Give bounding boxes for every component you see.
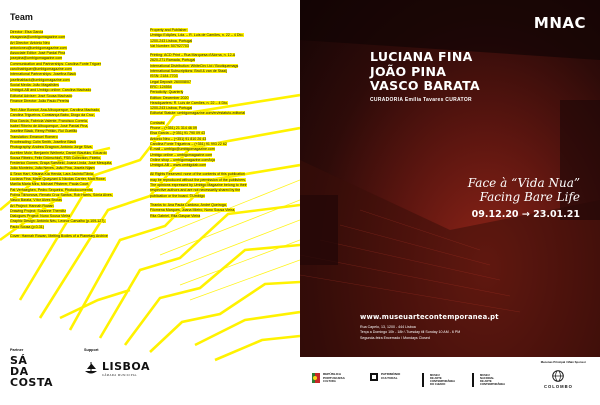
- highlighted-text: josepina@umbigomagazine.com: [10, 56, 63, 61]
- highlighted-text: Polina Tikhonova, Renato Cruz Santos, Rob Harris, Sónia Alves,: [10, 192, 113, 197]
- highlighted-text: Headquarters: R. Luís de Camões, n. 22 – 4 Dto.: [150, 100, 229, 105]
- curator-prefix: CURADORIA: [370, 97, 404, 103]
- sada-line-2: DA: [10, 365, 29, 378]
- highlighted-text: & Sean Hart, Kitsana Kia Henda, Lara Jacinto/Tãnia,: [10, 171, 94, 176]
- highlighted-text: 1200-243 Lisboa, Portugal: [150, 106, 193, 111]
- museu-line-4: DO CHIADO: [430, 383, 446, 387]
- publication-info-column: [150, 28, 288, 219]
- highlighted-text: Edition: December 2020: [150, 95, 189, 100]
- highlighted-text: may be reproduced without the permission of the publishers.: [150, 177, 247, 182]
- highlighted-text: International Subscriptions: Brull & van de Staaij: [150, 69, 227, 74]
- team-credits-column: [10, 30, 142, 239]
- highlighted-text: ISSN: 2184-7703: [150, 74, 178, 79]
- credit-line: [10, 234, 142, 239]
- title-english: Facing Bare Life: [479, 190, 580, 204]
- republica-line-1: REPÚBLICA: [323, 372, 342, 376]
- highlighted-text: Rita Gabriel, Rita Gaspar Vieira: [150, 213, 201, 218]
- credit-line: [150, 214, 288, 219]
- patrimonio-emblem-icon: [370, 373, 378, 381]
- museu-nacional-line-4: CONTEMPORÂNEA: [480, 383, 506, 387]
- highlighted-text: Text: Alice Bonnot, Ana Albuquerque, Carolina Machado,: [10, 108, 101, 113]
- museu-chiado-logo: [422, 373, 455, 387]
- republica-sub: CULTURA: [323, 380, 336, 384]
- highlighted-text: Dialogues Project: Nuno Sousa Vieira: [10, 214, 71, 219]
- highlighted-text: Social Media: João Magalhães: [10, 82, 59, 87]
- highlighted-text: Filomena Marques, Joana Mieiro, Nuno Sousa Vieira,: [150, 208, 236, 213]
- highlighted-text: João Monteiro, João Neves, João Pina, Josefa Nijam: [10, 166, 95, 171]
- exhibition-title: [468, 176, 580, 220]
- artist-names: [370, 50, 480, 94]
- lisboa-ship-icon: [84, 361, 98, 377]
- museu-nacional-line-2: NACIONAL: [480, 376, 495, 380]
- highlighted-text: Josefine Black, Rémy Pritikin, Rui Gueifão: [10, 129, 78, 134]
- highlighted-text: UmbigoLAB – www.umbigolab.com: [150, 163, 207, 168]
- closed-days-line: Segunda-feira Encerrado \ Mondays Closed: [360, 335, 430, 340]
- sa-da-costa-logo: [10, 355, 60, 388]
- highlighted-text: Communication and Partnerships: Carolina Fonte Triguer: [10, 61, 101, 66]
- highlighted-text: Associate Editor: José Pardal Pina: [10, 51, 66, 56]
- highlighted-text: Online shop – umbigomagazine.com/loja: [150, 157, 215, 162]
- highlighted-text: Graphic Design: António Néu, Leonor Carvalho (p.109-127),: [10, 219, 106, 224]
- patrimonio-line-2: CULTURAL: [381, 376, 398, 380]
- lisboa-logo: [84, 360, 150, 377]
- highlighted-text: Carolina Trigueiros, Constança Babo, Diogo da Cruz,: [10, 113, 95, 118]
- highlighted-text: Contacts:: [150, 120, 166, 125]
- highlighted-text: Paulo Sousa (p.0-31): [10, 224, 44, 229]
- highlighted-text: The opinions expressed by Umbigo Magazine belong to their: [150, 183, 247, 188]
- highlighted-text: International Partnerships: Josefina Black: [10, 72, 77, 77]
- highlighted-text: Elsa Garcia, Fabrícia Valente, Francisco Correia,: [10, 118, 88, 123]
- museu-line-2: DE ARTE: [430, 376, 442, 380]
- republica-emblem-icon: [312, 373, 320, 383]
- highlighted-text: Editorial Adviser: José Sousa Machado: [10, 93, 73, 98]
- cover-page: [300, 0, 600, 405]
- main-sponsor-label: Mecenas Principal \ Main Sponsor: [540, 360, 586, 364]
- highlighted-text: Finance Director: João Paulo Pereira: [10, 98, 69, 103]
- highlighted-text: Pat Verhaeghen, Pedro Sequeira, Photodocumenta,: [10, 187, 93, 192]
- highlighted-text: E-mail – umbigo@umbigomagazine.com: [150, 147, 215, 152]
- highlighted-text: Director: Elsa Garcia: [10, 30, 44, 34]
- highlighted-text: Sousa Ribeiro, Felix Grünschloß, FSB Collection, Fidelio,: [10, 155, 102, 160]
- highlighted-text: Isabel Ribeiro de Albuquerque, José Pardal Pina,: [10, 124, 89, 129]
- highlighted-text: Periodicity: Quarterly: [150, 90, 184, 95]
- curator-suffix: CURATOR: [445, 97, 472, 103]
- highlighted-text: Editorial Statute: umbigomagazine.com/en/estatuto-editorial: [150, 111, 246, 116]
- museu-nacional-bar-icon: [472, 373, 477, 387]
- highlighted-text: Umbigo Edições, Lda. – R. Luís de Camões, n. 22 – 4 Dto.: [150, 33, 244, 38]
- colombo-logo: [544, 370, 573, 389]
- colombo-globe-icon: [552, 370, 564, 382]
- title-portuguese: Face à “Vida Nua”: [467, 176, 580, 190]
- highlighted-text: josefinablack@umbigomagazine.com: [10, 77, 70, 82]
- highlighted-text: Photography: Andrea Gragnon, António Jorge Silva,: [10, 145, 93, 150]
- team-heading: Team: [10, 12, 33, 22]
- highlighted-text: elsagarcia@umbigomagazine.com: [10, 35, 66, 40]
- opening-hours-line: Terça a Domingo 10h - 18h \ Tuesday till Sunday 10 AM - 6 PM: [360, 330, 461, 335]
- highlighted-text: Vasco Barata, Vítor Alves Brotas: [10, 198, 62, 203]
- patrimonio-line-1: PATRIMÓNIO: [381, 372, 401, 377]
- highlighted-text: Vat Number: 507927703: [150, 43, 189, 48]
- highlighted-text: Art Director: António Néu: [10, 40, 50, 45]
- museu-nacional-line-3: DE ARTE: [480, 380, 492, 383]
- highlighted-text: Cover: Hannah Rowan, Melting Bodies of a Planetary Archive: [10, 233, 108, 238]
- highlighted-text: Drawing Project: Susanne Themlitz: [10, 208, 67, 213]
- republica-portuguesa-logo: [312, 373, 345, 383]
- highlighted-text: respective authors and are not necessarily shared by the: [150, 188, 241, 193]
- highlighted-text: All Rights Reserved: none of the contents of this publication: [150, 172, 245, 177]
- highlighted-text: Printing: ACD Print – Rua Marquesa d'Alorna, n. 12-A: [150, 53, 236, 58]
- highlighted-text: Carolina Fonte Trigueiros – (+351) 91 993 22 62: [150, 141, 227, 146]
- museum-address: [360, 325, 460, 341]
- museu-nacional-logo: [472, 373, 505, 387]
- patrimonio-cultural-logo: [370, 373, 400, 381]
- highlighted-text: publication or the board. ©Umbigo: [150, 193, 205, 198]
- colombo-wordmark: COLOMBO: [544, 384, 573, 389]
- support-label: Support: [84, 348, 99, 352]
- highlighted-text: Frederico Gomes, Graça Sarsfield, Joana Linda, José Mesquita,: [10, 161, 113, 166]
- highlighted-text: 2620-271 Ramada, Portugal: [150, 58, 196, 63]
- museu-nacional-line-1: MUSEU: [480, 373, 490, 377]
- highlighted-text: carolinatriguer@umbigomagazine.com: [10, 67, 72, 72]
- highlighted-text: UmbigoLAB and Umbigo online: Carolina Machado: [10, 88, 92, 93]
- highlighted-text: Luciana Fina, Marie Quayzani & Nicolas Carrier, Matt Rowe,: [10, 177, 106, 182]
- museu-line-1: MUSEU: [430, 373, 440, 377]
- highlighted-text: António Néu – (+351) 91 810 26 43: [150, 136, 207, 141]
- address-line: Rua Capelo, 13, 1200 - 444 Lisboa: [360, 325, 416, 329]
- sada-line-1: SÁ: [10, 354, 28, 367]
- highlighted-text: Legal Deposit: 260008/07: [150, 79, 191, 84]
- artist-name: LUCIANA FINA: [370, 49, 473, 64]
- highlighted-text: 1200-243 Lisboa, Portugal: [150, 38, 193, 43]
- highlighted-text: Umbigo online – umbigomagazine.com: [150, 152, 213, 157]
- sada-line-3: COSTA: [10, 376, 54, 389]
- partner-label: Partner: [10, 348, 24, 352]
- highlighted-text: Translation: Emanuel Romero: [10, 134, 58, 139]
- highlighted-text: Thanks to: Ana Paula Cardoso, André Queiroga,: [150, 202, 227, 207]
- exhibition-dates: 09.12.20 → 23.01.21: [471, 209, 580, 220]
- highlighted-text: Aurélien Mole, Benjamin Weibretz, Daniel Blaufuks, Eduardo: [10, 150, 107, 155]
- curator-line: [370, 97, 472, 103]
- lisboa-wordmark: LISBOA: [102, 360, 150, 373]
- highlighted-text: Property and Publisher:: [150, 28, 188, 32]
- highlighted-text: Elsa Garcia – (+351) 91 790 09 43: [150, 131, 206, 136]
- curator-name: Emília Tavares: [404, 97, 444, 103]
- museu-line-3: CONTEMPORÂNEA: [430, 380, 456, 383]
- highlighted-text: International Distribution: WhiteCirc Ltd / Boutiquemags: [150, 63, 239, 68]
- highlighted-text: antonioneu@umbigomagazine.com: [10, 45, 67, 50]
- artist-name: VASCO BARATA: [370, 78, 481, 93]
- lisboa-subtitle: CÂMARA MUNICIPAL: [102, 374, 138, 377]
- mnac-logo: MNAC: [533, 14, 586, 32]
- artist-name: JOÃO PINA: [370, 63, 447, 79]
- museum-website-link[interactable]: www.museuartecontemporanea.pt: [360, 313, 499, 321]
- museu-bar-icon: [422, 373, 427, 387]
- highlighted-text: Marília Maria Mira, Michael Pfisterer, Paula Court,: [10, 182, 90, 187]
- highlighted-text: ERC: 124554: [150, 84, 172, 89]
- highlighted-text: Art Project: Hannah Rowan: [10, 203, 54, 208]
- highlighted-text: Proofreading: Colin Smith, Josefine Black: [10, 139, 77, 144]
- republica-line-2: PORTUGUESA: [323, 375, 345, 380]
- highlighted-text: Phone – (+351) 21 314 46 09: [150, 126, 197, 131]
